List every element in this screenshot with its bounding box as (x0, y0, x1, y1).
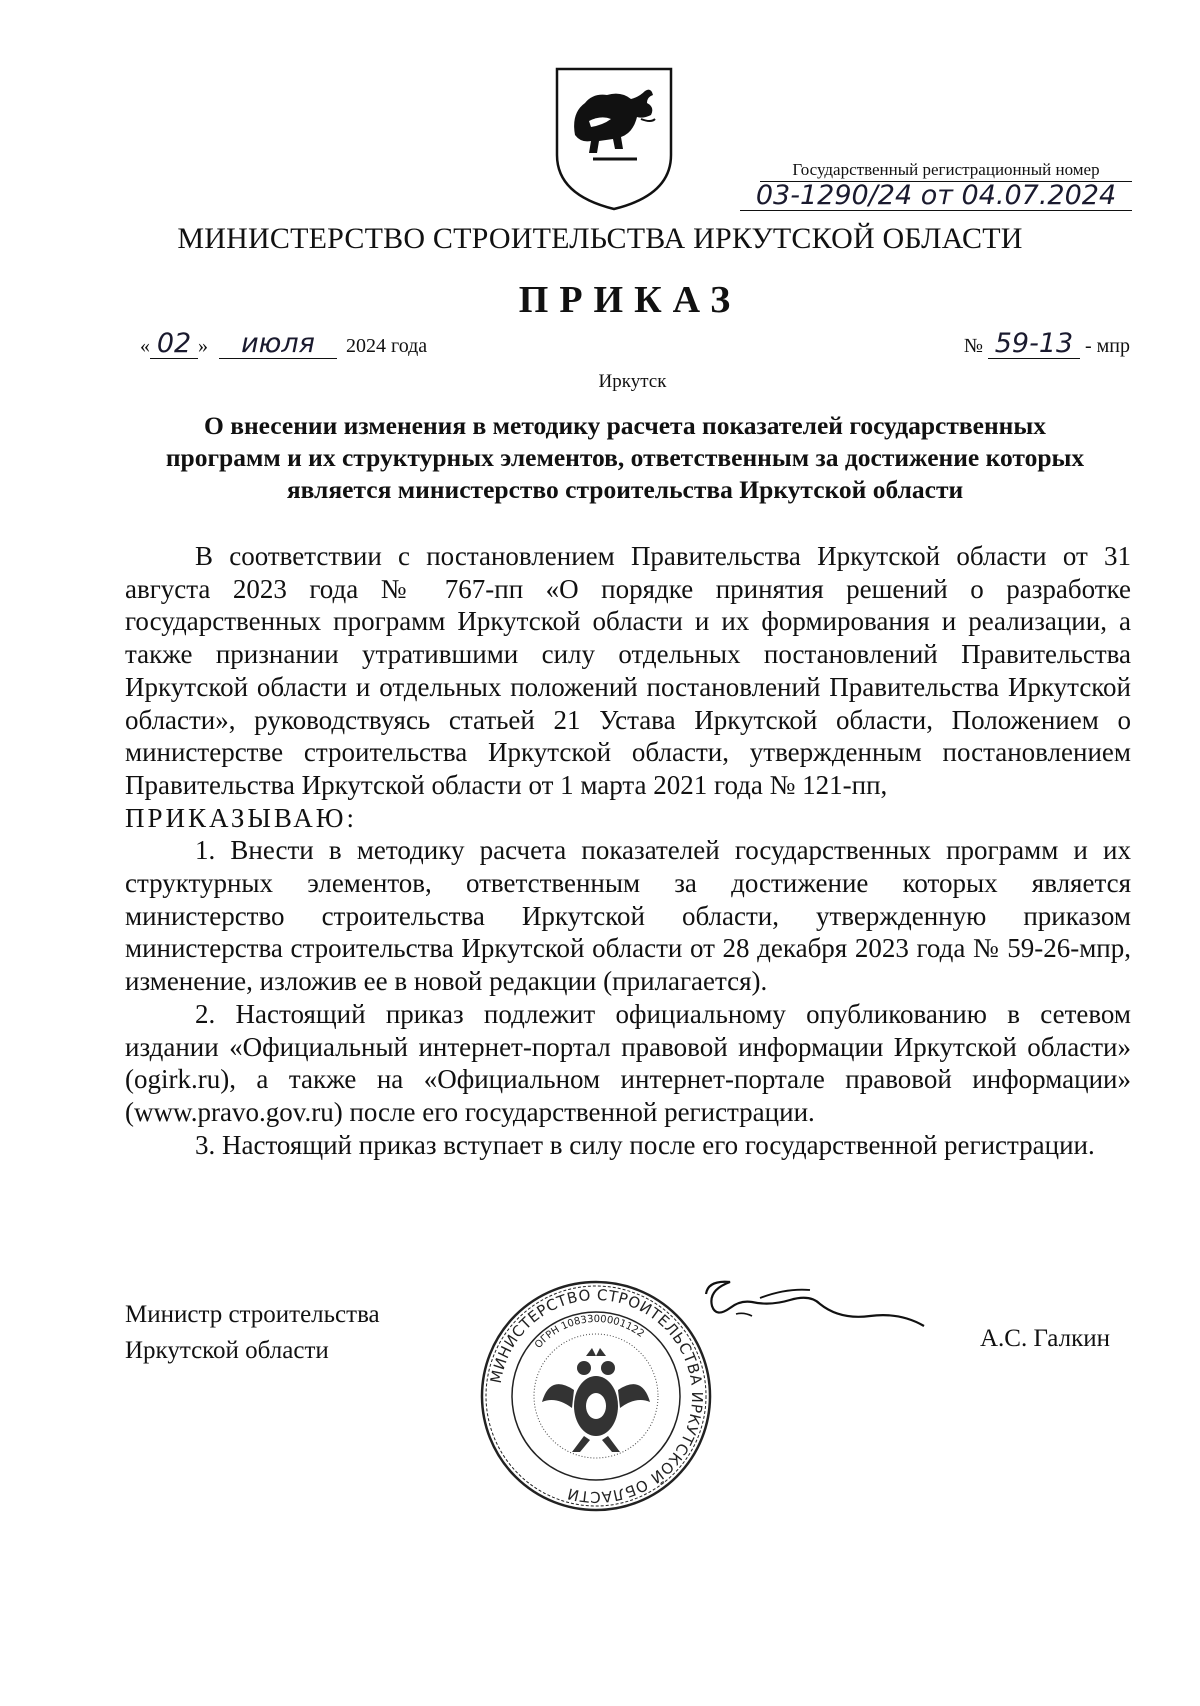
order-number (964, 330, 1130, 361)
registration-value: 03-1290/24 от 04.07.2024 (740, 182, 1132, 211)
official-stamp-icon (476, 1278, 716, 1514)
item-1-paragraph: 1. Внести в методику расчета показателей государственных программ и их структурных элементов, ответственным за достижение которых является министерство строительства Иркутской области, утвержденную приказом министерства строительства Иркутской области от 28 декабря 2023 года № 59-26-мпр, изменение, изложив ее в новой редакции (прилагается). (125, 835, 1131, 997)
signatory-title-line1: Министр строительства (125, 1301, 380, 1328)
order-date (140, 330, 427, 361)
signatory-name: А.С. Галкин (980, 1325, 1111, 1352)
stamp-ogrn: ОГРН 1083300001122 (533, 1313, 646, 1351)
ministry-name: МИНИСТЕРСТВО СТРОИТЕЛЬСТВА ИРКУТСКОЙ ОБЛАСТИ (177, 222, 1023, 255)
order-title: ПРИКАЗ (518, 279, 742, 321)
order-subject: О внесении изменения в методику расчета показателей государственных программ и их структурных элементов, ответственным за достижение которых является министерство строительства Иркутской области (165, 411, 1085, 504)
preamble-paragraph: В соответствии с постановлением Правительства Иркутской области от 31 августа 2023 года № 767-пп «О порядке принятия решений о разработке государственных программ Иркутской области и их формирования и реализации, а также признании утратившими силу отдельных постановлений Правительства Иркутской области и отдельных положений постановлений Правительства Иркутской области», руководствуясь статьей 21 Устава Иркутской области, Положением о министерстве строительства Иркутской области, утвержденным постановлением Правительства Иркутской области от 1 марта 2021 года № 121-пп, (125, 541, 1131, 800)
order-word: ПРИКАЗЫВАЮ: (125, 802, 357, 833)
number-value: 59-13 (988, 330, 1080, 359)
city: Иркутск (598, 371, 667, 392)
order-body (125, 540, 1131, 1161)
date-year: 2024 года (346, 335, 428, 357)
item-3-paragraph: 3. Настоящий приказ вступает в силу после его государственной регистрации. (195, 1129, 1095, 1160)
item-2-paragraph: 2. Настоящий приказ подлежит официальному опубликованию в сетевом издании «Официальный интернет-портал правовой информации Иркутской области» (ogirk.ru), а также на «Официальном интернет-портале правовой информации» (www.pravo.gov.ru) после его государственной регистрации. (125, 998, 1131, 1127)
signatory-title-line2: Иркутской области (125, 1337, 329, 1364)
date-day: 02 (150, 330, 198, 359)
irkutsk-coat-of-arms-icon (551, 63, 677, 213)
date-close-quote: » (198, 335, 208, 357)
registration-block (755, 160, 1132, 211)
signatory-title (125, 1297, 380, 1369)
handwritten-signature-icon (700, 1276, 930, 1348)
date-month: июля (219, 330, 337, 359)
date-open-quote: « (140, 335, 150, 357)
number-prefix: № (963, 335, 983, 357)
registration-label: Государственный регистрационный номер (760, 160, 1132, 182)
number-suffix: - мпр (1084, 335, 1130, 357)
stamp-text: МИНИСТЕРСТВО СТРОИТЕЛЬСТВА ИРКУТСКОЙ ОБЛАСТИ (486, 1285, 707, 1507)
